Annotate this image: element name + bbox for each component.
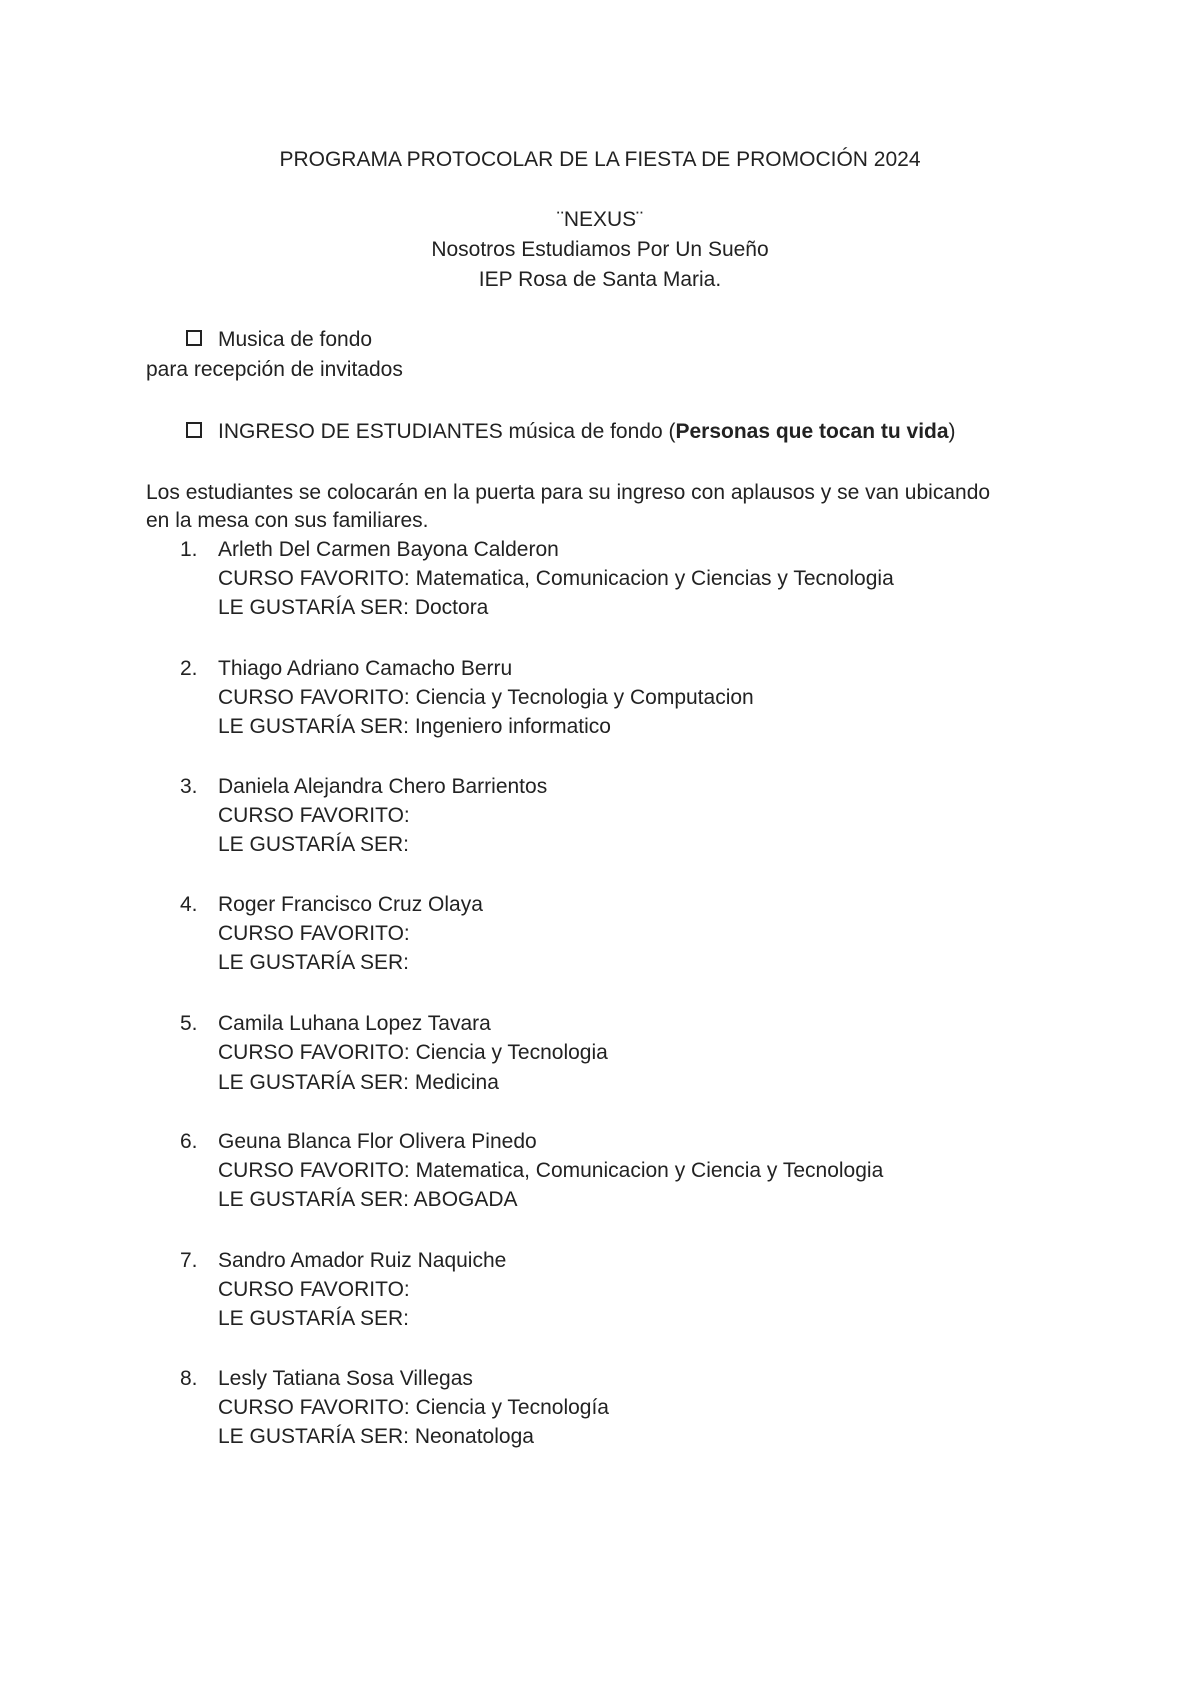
entrance-suffix: ) xyxy=(948,420,956,443)
list-number: 5. xyxy=(180,1012,198,1035)
intro-line-1: Los estudiantes se colocarán en la puerta para su ingreso con aplausos y se van ubicando xyxy=(146,481,991,504)
student-name: Arleth Del Carmen Bayona Calderon xyxy=(218,538,559,561)
document-title: PROGRAMA PROTOCOLAR DE LA FIESTA DE PROMOCIÓN 2024 xyxy=(279,148,921,171)
entrance-prefix: INGRESO DE ESTUDIANTES música de fondo ( xyxy=(218,420,676,443)
favorite-course: CURSO FAVORITO: xyxy=(218,1278,410,1301)
student-name: Geuna Blanca Flor Olivera Pinedo xyxy=(218,1130,537,1153)
favorite-course: CURSO FAVORITO: Matematica, Comunicacion y Ciencias y Tecnologia xyxy=(218,567,894,590)
favorite-course: CURSO FAVORITO: Ciencia y Tecnologia xyxy=(218,1041,608,1064)
favorite-course: CURSO FAVORITO: Matematica, Comunicacion y Ciencia y Tecnologia xyxy=(218,1159,884,1182)
student-name: Sandro Amador Ruiz Naquiche xyxy=(218,1249,507,1272)
checkbox-icon[interactable] xyxy=(186,330,202,346)
student-name: Thiago Adriano Camacho Berru xyxy=(218,657,513,680)
list-number: 3. xyxy=(180,775,198,798)
career-goal: LE GUSTARÍA SER: ABOGADA xyxy=(218,1188,518,1211)
favorite-course: CURSO FAVORITO: Ciencia y Tecnología xyxy=(218,1396,609,1419)
favorite-course: CURSO FAVORITO: xyxy=(218,804,410,827)
list-number: 1. xyxy=(180,538,198,561)
student-name: Daniela Alejandra Chero Barrientos xyxy=(218,775,548,798)
career-goal: LE GUSTARÍA SER: xyxy=(218,833,409,856)
favorite-course: CURSO FAVORITO: xyxy=(218,922,410,945)
career-goal: LE GUSTARÍA SER: Ingeniero informatico xyxy=(218,715,611,738)
student-name: Camila Luhana Lopez Tavara xyxy=(218,1012,491,1035)
list-number: 7. xyxy=(180,1249,198,1272)
agenda-item-music-label: Musica de fondo xyxy=(218,328,373,351)
intro-line-2: en la mesa con sus familiares. xyxy=(146,509,429,532)
theme-motto: Nosotros Estudiamos Por Un Sueño xyxy=(431,238,769,261)
career-goal: LE GUSTARÍA SER: Doctora xyxy=(218,596,489,619)
career-goal: LE GUSTARÍA SER: Medicina xyxy=(218,1071,499,1094)
list-number: 4. xyxy=(180,893,198,916)
agenda-item-music-note: para recepción de invitados xyxy=(146,358,403,381)
checkbox-icon[interactable] xyxy=(186,422,202,438)
list-number: 2. xyxy=(180,657,198,680)
student-name: Lesly Tatiana Sosa Villegas xyxy=(218,1367,473,1390)
list-number: 6. xyxy=(180,1130,198,1153)
list-number: 8. xyxy=(180,1367,198,1390)
student-name: Roger Francisco Cruz Olaya xyxy=(218,893,483,916)
agenda-item-entrance xyxy=(218,417,956,446)
entrance-song: Personas que tocan tu vida xyxy=(675,420,949,443)
theme-name: ¨NEXUS¨ xyxy=(556,208,644,231)
career-goal: LE GUSTARÍA SER: Neonatologa xyxy=(218,1425,534,1448)
career-goal: LE GUSTARÍA SER: xyxy=(218,951,409,974)
school-name: IEP Rosa de Santa Maria. xyxy=(478,268,722,291)
favorite-course: CURSO FAVORITO: Ciencia y Tecnologia y Computacion xyxy=(218,686,754,709)
career-goal: LE GUSTARÍA SER: xyxy=(218,1307,409,1330)
